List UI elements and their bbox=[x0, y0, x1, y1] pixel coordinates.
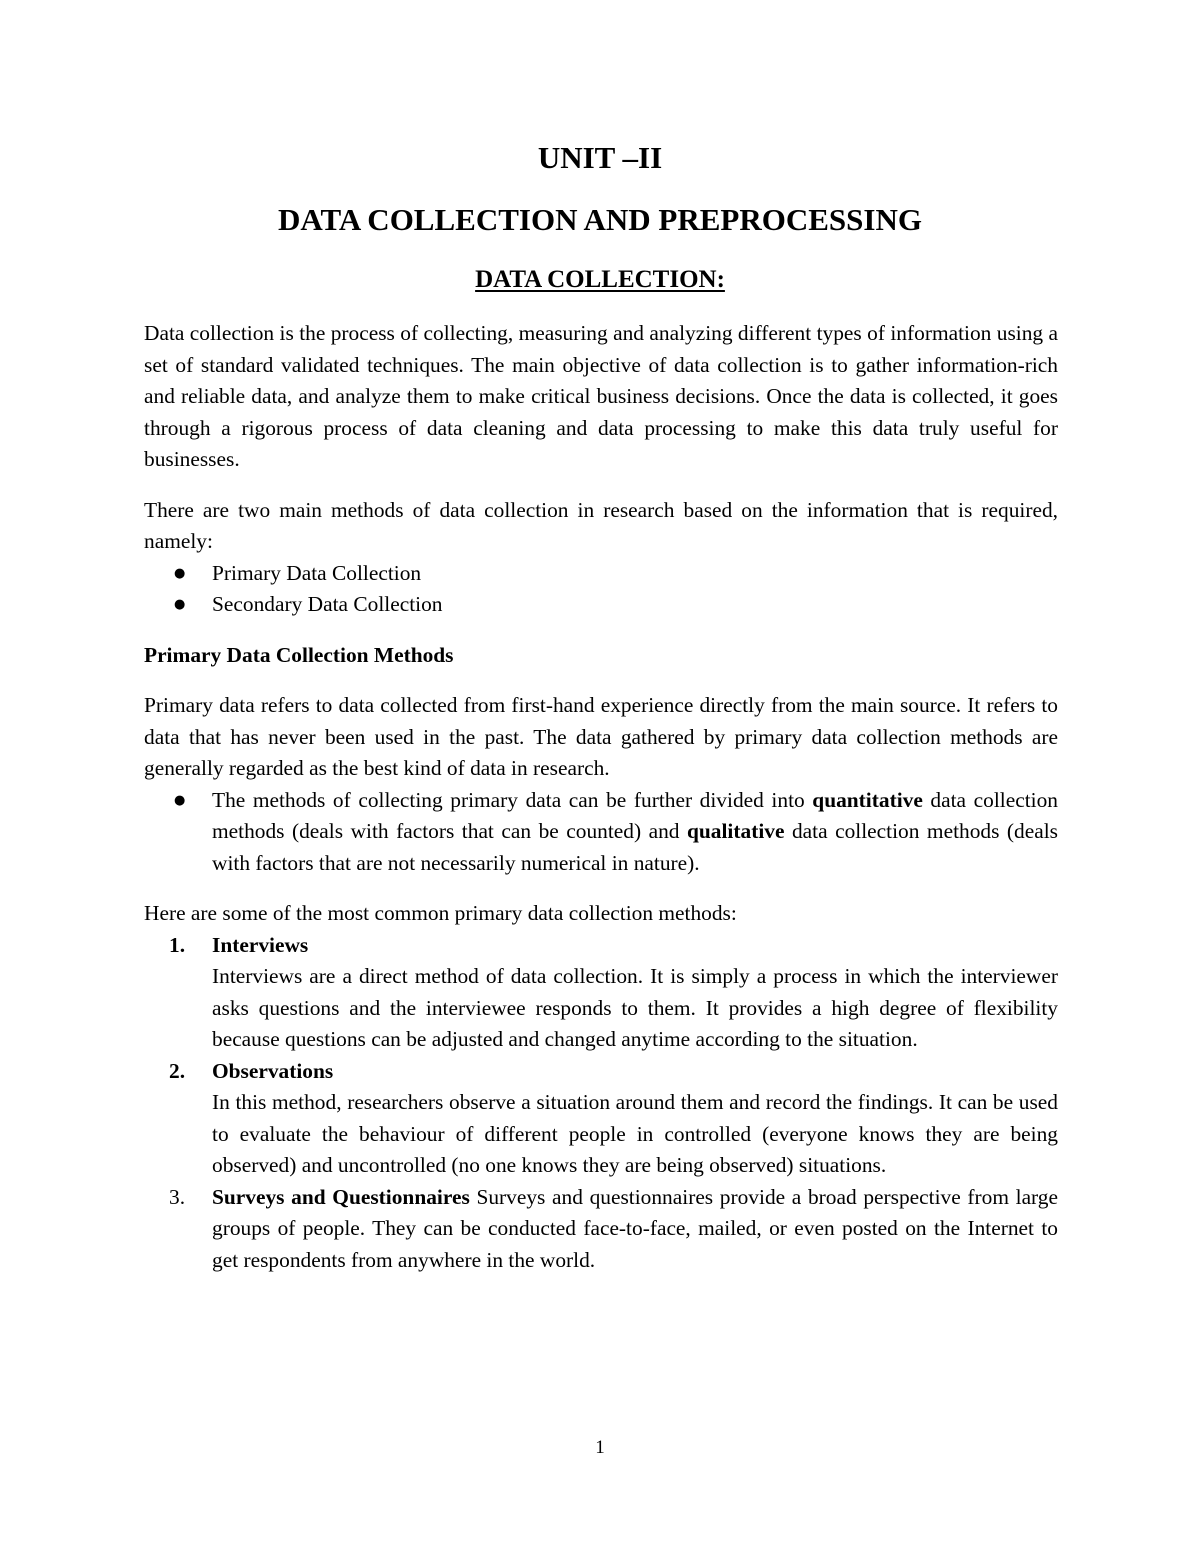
section-heading: DATA COLLECTION: bbox=[475, 266, 725, 293]
list-item bbox=[144, 785, 1058, 880]
method-description-inline bbox=[212, 1182, 1058, 1277]
primary-paragraph: Primary data refers to data collected from first-hand experience directly from the main source. It refers to data that has never been used in the past. The data gathered by primary data collection methods are generally regarded as the best kind of data in research. bbox=[144, 693, 1058, 780]
quantitative-term: quantitative bbox=[812, 787, 923, 812]
chapter-title: DATA COLLECTION AND PREPROCESSING bbox=[278, 202, 922, 237]
method-title: Observations bbox=[212, 1058, 334, 1083]
method-number: 3. bbox=[169, 1184, 186, 1209]
method-observations bbox=[144, 1056, 1058, 1182]
method-title: Surveys and Questionnaires bbox=[212, 1184, 470, 1209]
method-description: Interviews are a direct method of data collection. It is simply a process in which the interviewer asks questions and the interviewee responds to them. It provides a high degree of flexibility because questions can be adjusted and changed anytime according to the situation. bbox=[212, 964, 1058, 1051]
bullet-text: data collection methods (deals with factors that are not necessarily numerical in nature). bbox=[212, 819, 1058, 875]
body-content bbox=[144, 318, 1058, 1276]
unit-heading: UNIT –II bbox=[537, 140, 663, 175]
method-surveys bbox=[144, 1182, 1058, 1277]
primary-types-list bbox=[144, 785, 1058, 880]
intro-paragraph-1: Data collection is the process of collecting, measuring and analyzing different types of information using a set of standard validated techniques. The main objective of data collection is to gather information-rich and reliable data, and analyze them to make critical business decisions. Once the data is collected, it goes through a rigorous process of data cleaning and data processing to make this data truly useful for businesses. bbox=[144, 321, 1058, 471]
bullet-text: data collection methods (deals with factors that can be counted) and bbox=[212, 787, 1058, 843]
method-interviews bbox=[144, 930, 1058, 1056]
methods-lead: Here are some of the most common primary data collection methods: bbox=[144, 901, 737, 925]
primary-methods-list bbox=[144, 930, 1058, 1277]
method-description: In this method, researchers observe a situation around them and record the findings. It can be used to evaluate the behaviour of different people in controlled (everyone knows they are being observed) and uncontrolled (no one knows they are being observed) situations. bbox=[212, 1090, 1058, 1177]
page-number: 1 bbox=[595, 1437, 605, 1458]
primary-methods-heading: Primary Data Collection Methods bbox=[144, 642, 454, 667]
method-number: 2. bbox=[169, 1058, 186, 1083]
method-title: Interviews bbox=[212, 932, 309, 957]
bullet-text: The methods of collecting primary data can be further divided into bbox=[212, 787, 813, 812]
method-types-list bbox=[144, 558, 1058, 621]
method-description: Surveys and questionnaires provide a broad perspective from large groups of people. They can be conducted face-to-face, mailed, or even posted on the Internet to get respondents from anywhere in the world. bbox=[212, 1184, 1058, 1272]
intro-paragraph-2: There are two main methods of data collection in research based on the information that is required, namely: bbox=[144, 497, 1058, 553]
list-item: ● Primary Data Collection bbox=[144, 558, 1058, 590]
qualitative-term: qualitative bbox=[687, 819, 785, 843]
method-number: 1. bbox=[169, 932, 186, 957]
list-item: ● Secondary Data Collection bbox=[144, 589, 1058, 621]
